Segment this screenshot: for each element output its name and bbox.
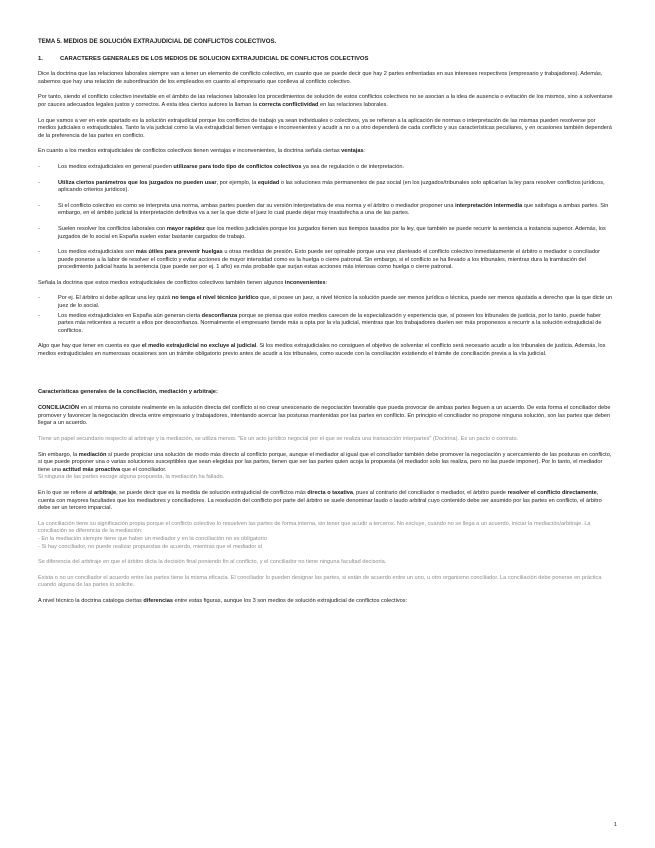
paragraph: En cuanto a los medios extrajudiciales de conflictos colectivos tienen ventajas e inconvenientes, la doctrina señala ciertas ventajas: bbox=[38, 148, 366, 155]
note-gray-line: - Si hay conciliador, no puede realizar propuestas de acuerdo, mientras que el mediador sí bbox=[38, 543, 263, 550]
list-item-ventaja: - Utiliza ciertos parámetros que los juzgados no pueden usar, por ejemplo, la equidad o las soluciones más permanentes de paz social (en los juzgados/tribunales solo aplicarían la ley para resolver conflictos jurídicos, aplicando criterios jurídicos). bbox=[38, 179, 605, 194]
list-item-ventaja: - Los medios extrajudiciales en general pueden utilizarse para todo tipo de conflictos colectivos ya sea de regulación o de interpretación. bbox=[38, 163, 405, 170]
note-gray: Exista o no un conciliador el acuerdo entre las partes tiene la misma eficacia. El conciliador lo pueden designar las partes, si están de acuerdo entre un uno, u otro organismo conciliador. La conciliación debe ponerse en práctica cuando alguna de las partes lo solicite. bbox=[38, 574, 602, 589]
note-gray: Se diferencia del arbitraje en que el árbitro dicta la decisión final poniendo fin al conflicto, y el conciliador no tiene ninguna facultad decisoria. bbox=[38, 559, 387, 566]
section-number: 1. bbox=[38, 55, 43, 62]
section-title: CARACTERES GENERALES DE LOS MEDIOS DE SOLUCION EXTRAJUDICIAL DE CONFLICTOS COLECTIVOS bbox=[60, 55, 369, 62]
section-heading-2: Características generales de la conciliación, mediación y arbitraje: bbox=[38, 388, 218, 395]
paragraph: Algo que hay que tener en cuenta es que el medio extrajudicial no excluye al judicial. Si los medios extrajudiciales no consiguen el objetivo de solventar el conflicto será necesario acudir a los tribunales de justicia. Además, los medios extrajudiciales en numerosas ocasiones son un trámite obligatorio previo antes de acudir a los tribunales, como sucede con la conciliación existiendo el trámite de conciliación previa a la vía judicial. bbox=[38, 343, 606, 358]
document-title: TEMA 5. MEDIOS DE SOLUCIÓN EXTRAJUDICIAL DE CONFLICTOS COLECTIVOS. bbox=[38, 38, 277, 45]
note-gray-block bbox=[38, 521, 613, 551]
paragraph: En lo que se refiere al arbitraje, se puede decir que es la medida de solución extrajudicial de conflictos más directa o taxativa, pues al contrario del conciliador o mediador, el árbitro puede resolver el conflicto directamente, cuenta con mayores facultades que los mediadores y conciliadores. La resolución del conflicto por parte del árbitro se suele denominar laudo o laudo arbitral cuyo contenido debe ser asumido por las partes en conflicto, el árbitro debe ser un tercero imparcial. bbox=[38, 489, 602, 512]
page-content bbox=[38, 38, 613, 614]
note-gray-line: La conciliación tiene su significación propia porque el conflicto colectivo lo resuelven las partes de forma interna, sin tener que acudir a terceros. No excluye, cuando no se llega a un acuerdo, iniciar la mediación/arbitraje. La conciliación se diferencia de la mediación: bbox=[38, 520, 591, 535]
note-gray: Tiene un papel secundario respecto al arbitraje y la mediación, se utiliza menos. "Es un acto jurídico negocial por el que se realiza una transacción interpartes" (Doctrina). Es un pacto o contrato. bbox=[38, 436, 519, 442]
section-heading-1 bbox=[38, 56, 613, 64]
list-item-inconveniente: - Los medios extrajudiciales en España aún generan cierta desconfianza porque se piensa que estos medios carecen de la especialización y experiencia que, sí poseen los tribunales de justicia, por lo tanto, puede haber partes más reticentes a recurrir a ellos por desconfianza. Normalmente el empresario tiende más a opta por la vía judicial, mientras que los trabajadores duelen ser más proponesos a recurrir a la solución extrajudicial de conflictos. bbox=[38, 312, 602, 334]
list-item-ventaja: - Si el conflicto colectivo es como se interpreta una norma, ambas partes pueden dar su versión interpretativa de esa norma y el árbitro o mediador proponer una interpretación intermedia que satisfaga a ambas partes. Sin embargo, en el ámbito judicial la interpretación definitiva va a ser la que dicte el juez lo cual puede dejar muy insatisfecha a una de las partes. bbox=[38, 202, 609, 217]
list-item-ventaja: - Los medios extrajudiciales son más útiles para prevenir huelgas u otras medidas de presión. Esto puede ser opinable porque una vez planteado el conflicto colectivo inmediatamente el árbitro o mediador o conciliador puede ponerse a la labor de resolver el conflicto y evitar acciones de mayor intensidad como es la huelga o cierre patronal. Sin embargo, si el conflicto se ha llevado a los tribunales, mientras dura la tramitación del procedimiento judicial hasta la sentencia (que puede ser por ej. 1 año) es más probable que surjan estas acciones más intensas como huelga o cierre patronal. bbox=[38, 249, 600, 271]
note-gray: Si ninguna de las partes escoge alguna propuesta, la mediación ha fallado. bbox=[38, 474, 225, 481]
paragraph: Señala la doctrina que estos medios extrajudiciales de conflictos colectivos también tienen algunos inconvenientes: bbox=[38, 279, 328, 286]
paragraph: A nivel técnico la doctrina cataloga ciertas diferencias entre estas figuras, aunque los 3 son medios de solución extrajudicial de conflictos colectivos: bbox=[38, 597, 408, 604]
paragraph: Dice la doctrina que las relaciones laborales siempre van a tener un elemento de conflicto colectivo, en cuanto que se puede decir que hay 2 partes enfrentadas en sus intereses respectivos (empresario y trabajadores). Además, sabemos que hay una relación de subordinación de los empleados en cuanto al empresario que conlleva al conflicto colectivo. bbox=[38, 71, 603, 85]
paragraph: Lo que vamos a ver en este apartado es la solución extrajudicial porque los conflictos de trabajo ya sean individuales o colectivos, ya se refieran a la aplicación de normas o interpretación de las mismas pueden resolverse por medios judiciales o extrajudiciales. Tanto la vía judicial como la vía extrajudicial tienen ventajas e inconvenientes y acudir a no o a otro dependerá de cada conflicto y sus características peculiares, y en ocasiones también dependerá de la preferencia de las partes en conflicto. bbox=[38, 117, 612, 139]
list-item-ventaja: - Suelen resolver los conflictos laborales con mayor rapidez que los medios judiciales porque los juzgados tienen sus tiempos tasados por la ley, que también se puede recurrir la sentencia a instancia superior. Además, los juzgados de lo social en España suelen estar bastante cargados de trabajo. bbox=[38, 225, 606, 240]
paragraph: Por tanto, siendo el conflicto colectivo inevitable en el ámbito de las relaciones laborales los procedimientos de solución de estos conflictos colectivos no se asocian a la idea de ausencia o evitación de los mismos, sino a solventarse por cauces adecuados legales justos y correctos. A esta idea ciertos autores la llaman la correcta conflictividad en las relaciones laborales. bbox=[38, 94, 613, 108]
note-gray-line: - En la mediación siempre tiene que haber un mediador y en la conciliación no es obligatorio bbox=[38, 535, 267, 542]
page-number: 1 bbox=[613, 822, 617, 828]
list-item-inconveniente: - Por ej. El árbitro si debe aplicar una ley quizá no tenga el nivel técnico jurídico que, si posee un juez, a nivel técnico la solución puede ser menos jurídica o técnica, puede ser menos ajustada a derecho que la que dicte un juez de lo social. bbox=[38, 295, 613, 310]
paragraph: CONCILIACIÓN en sí misma no consiste realmente en la solución directa del conflicto si no crear unescenario de negociación favorable que pueda provocar de ambas partes lleguen a un acuerdo. De esta forma el conciliador debe promover y favorecer la negociación directa entre empresario y trabajadores, intentando acercar las posturas mantenidas por las partes en conflicto. En principio el conciliador no propone ninguna solución, son las partes que deben llegar a un acuerdo. bbox=[38, 405, 611, 427]
paragraph: Sin embargo, la mediación sí puede propiciar una solución de modo más directo al conflicto porque, aunque el mediador al igual que el conciliador también debe promover la negociación y acercamiento de las posturas en conflicto, si que puede proponer una o varias soluciones susceptibles que sean elegidas por las partes, tienen que ser las partes quien acoja la propuesta (el mediador solo las realiza, pero no las puede imponer). Por lo tanto, el mediador tiene una actitud más proactiva que el conciliador. bbox=[38, 451, 612, 473]
